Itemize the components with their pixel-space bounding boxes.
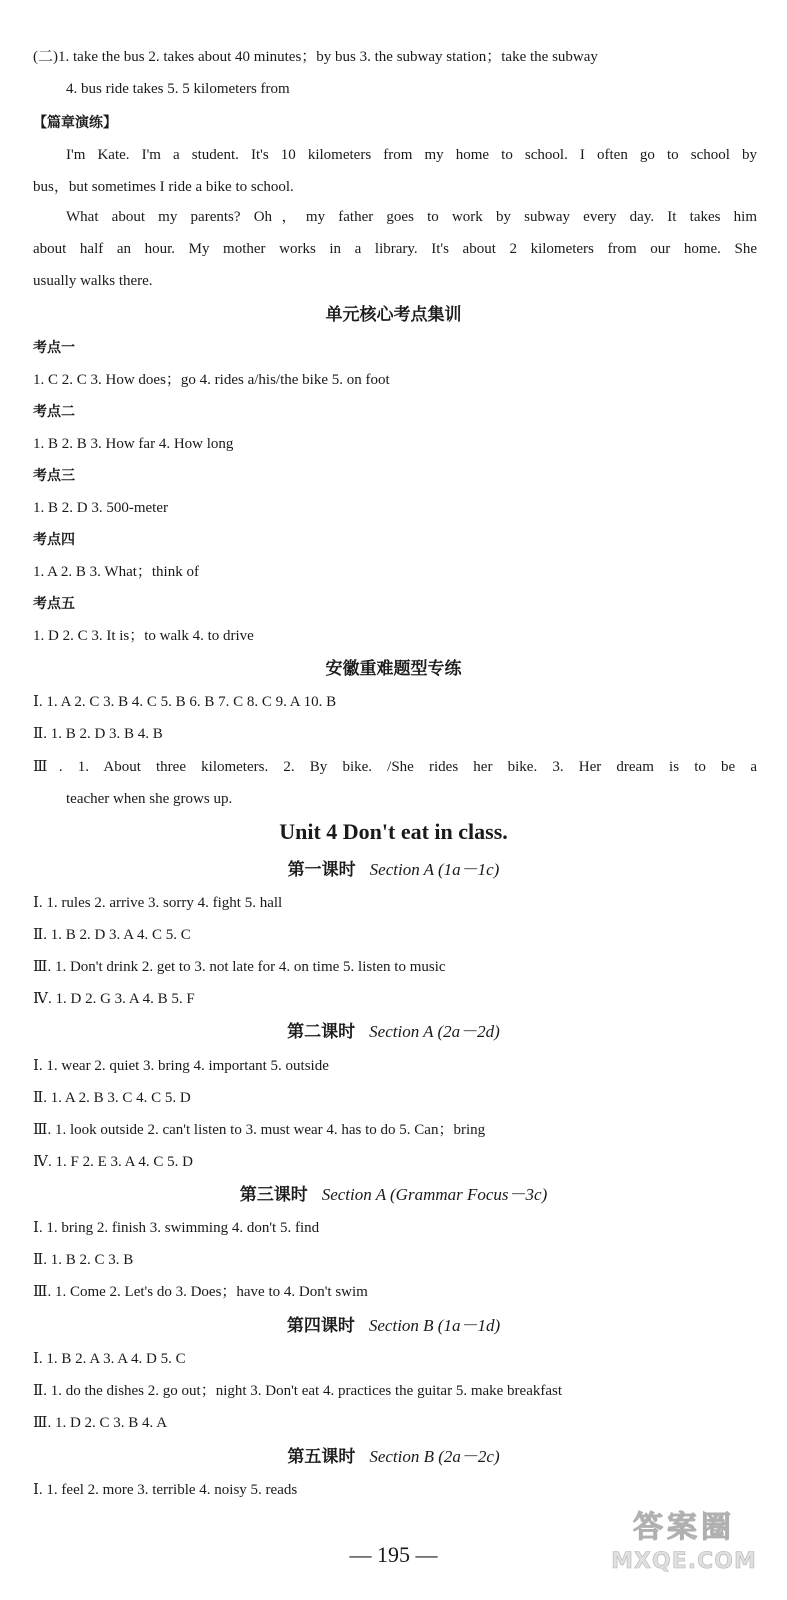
text-line: 4. bus ride takes 5. 5 kilometers from <box>66 81 290 97</box>
answer-line: Ⅰ. 1. A 2. C 3. B 4. C 5. B 6. B 7. C 8. C 9. A 10. B <box>33 694 337 710</box>
watermark-url: MXQE.COM <box>611 1549 757 1574</box>
answer-line: 1. A 2. B 3. What；think of <box>33 564 199 580</box>
lesson-number: 第一课时 <box>287 860 356 879</box>
answer-line: Ⅰ. 1. rules 2. arrive 3. sorry 4. fight 5. hall <box>33 895 283 911</box>
answer-line: 1. C 2. C 3. How does；go 4. rides a/his/the bike 5. on foot <box>33 372 390 388</box>
answer-line: Ⅱ. 1. B 2. D 3. A 4. C 5. C <box>33 927 191 943</box>
answer-line: Ⅰ. 1. feel 2. more 3. terrible 4. noisy 5. reads <box>33 1482 298 1498</box>
paragraph-line: usually walks there. <box>33 273 153 289</box>
lesson-section: Section A (Grammar Focus－3c) <box>321 1185 548 1204</box>
point-label: 考点五 <box>33 596 75 612</box>
section-label: 【篇章演练】 <box>33 115 117 131</box>
paragraph-line: I'm Kate. I'm a student. It's 10 kilometers from my home to school. I often go to school by <box>66 147 757 163</box>
point-label: 考点二 <box>33 404 75 420</box>
paragraph-line: bus，but sometimes I ride a bike to school. <box>33 179 294 195</box>
answer-line: Ⅰ. 1. B 2. A 3. A 4. D 5. C <box>33 1351 186 1367</box>
lesson-section: Section B (2a－2c) <box>369 1447 500 1466</box>
lesson-heading <box>0 1020 787 1044</box>
paragraph-line: about half an hour. My mother works in a library. It's about 2 kilometers from our home. She <box>33 241 757 257</box>
answer-line: 1. D 2. C 3. It is；to walk 4. to drive <box>33 628 254 644</box>
answer-line: Ⅳ. 1. D 2. G 3. A 4. B 5. F <box>33 991 195 1007</box>
answer-line: Ⅲ. 1. D 2. C 3. B 4. A <box>33 1415 168 1431</box>
answer-line: Ⅳ. 1. F 2. E 3. A 4. C 5. D <box>33 1154 194 1170</box>
answer-line: Ⅱ. 1. B 2. C 3. B <box>33 1252 134 1268</box>
answer-line: Ⅲ. 1. About three kilometers. 2. By bike. /She rides her bike. 3. Her dream is to be a <box>33 759 757 775</box>
lesson-number: 第四课时 <box>286 1316 355 1335</box>
lesson-section: Section B (1a－1d) <box>368 1316 501 1335</box>
lesson-heading <box>0 1314 787 1338</box>
lesson-heading <box>0 1183 787 1207</box>
point-label: 考点一 <box>33 340 75 356</box>
lesson-heading <box>0 1445 787 1469</box>
answer-line: Ⅱ. 1. do the dishes 2. go out；night 3. Don't eat 4. practices the guitar 5. make breakfast <box>33 1383 563 1399</box>
answer-line: Ⅰ. 1. wear 2. quiet 3. bring 4. important 5. outside <box>33 1058 329 1074</box>
answer-line: Ⅱ. 1. B 2. D 3. B 4. B <box>33 726 163 742</box>
lesson-number: 第二课时 <box>287 1022 356 1041</box>
lesson-number: 第三课时 <box>239 1185 308 1204</box>
section-heading: 单元核心考点集训 <box>325 305 462 324</box>
site-watermark <box>599 1508 769 1592</box>
answer-line: teacher when she grows up. <box>66 791 233 807</box>
answer-line: Ⅲ. 1. Come 2. Let's do 3. Does；have to 4. Don't swim <box>33 1284 368 1300</box>
point-label: 考点四 <box>33 532 75 548</box>
answer-line: Ⅰ. 1. bring 2. finish 3. swimming 4. don't 5. find <box>33 1220 320 1236</box>
text-line: (二)1. take the bus 2. takes about 40 minutes；by bus 3. the subway station；take the subway <box>33 49 598 65</box>
answer-line: Ⅲ. 1. Don't drink 2. get to 3. not late for 4. on time 5. listen to music <box>33 959 446 975</box>
page-number: — 195 — <box>349 1542 438 1567</box>
answer-line: Ⅱ. 1. A 2. B 3. C 4. C 5. D <box>33 1090 191 1106</box>
answer-line: 1. B 2. B 3. How far 4. How long <box>33 436 234 452</box>
answer-line: Ⅲ. 1. look outside 2. can't listen to 3. must wear 4. has to do 5. Can；bring <box>33 1122 486 1138</box>
unit-title: Unit 4 Don't eat in class. <box>279 819 508 844</box>
answer-line: 1. B 2. D 3. 500-meter <box>33 500 168 516</box>
lesson-number: 第五课时 <box>287 1447 356 1466</box>
point-label: 考点三 <box>33 468 75 484</box>
lesson-heading <box>0 858 787 882</box>
watermark-logo-text: 答案圈 <box>633 1510 735 1545</box>
lesson-section: Section A (1a－1c) <box>369 860 500 879</box>
paragraph-line: What about my parents? Oh，my father goes to work by subway every day. It takes him <box>66 209 757 225</box>
section-heading: 安徽重难题型专练 <box>325 659 462 678</box>
lesson-section: Section A (2a－2d) <box>369 1022 500 1041</box>
